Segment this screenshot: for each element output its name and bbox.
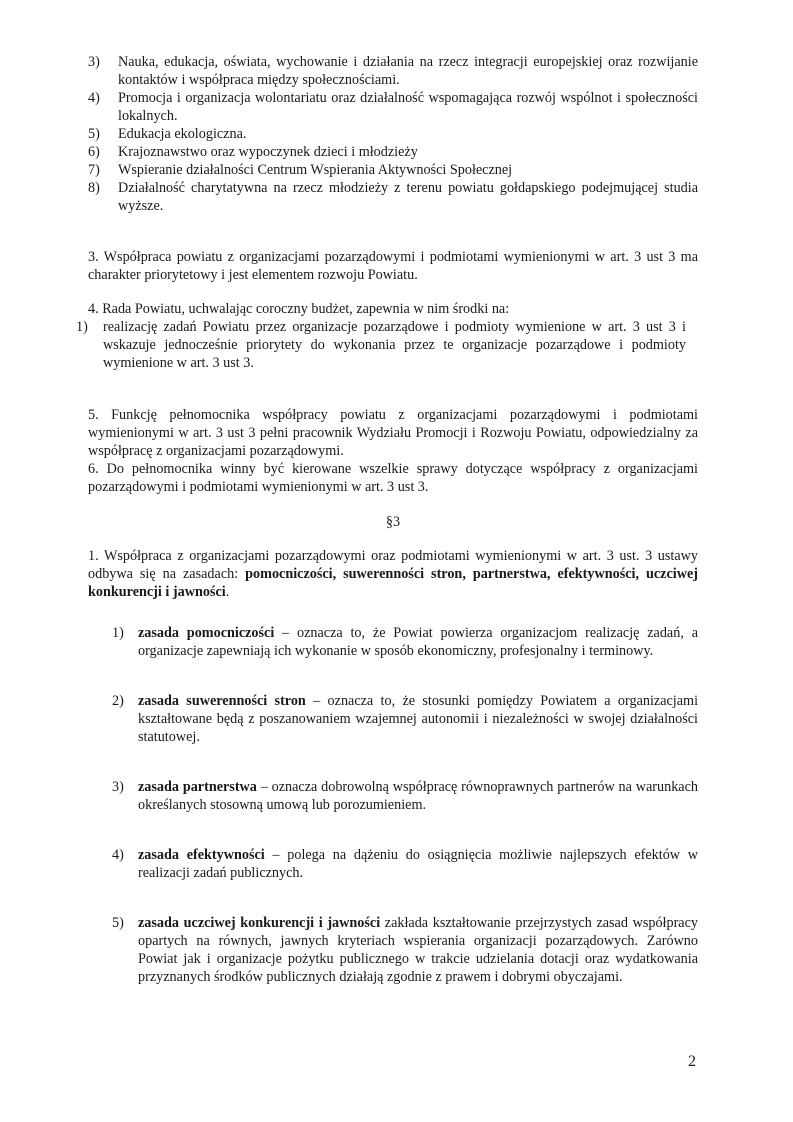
list-item [88,143,698,161]
list-item-text: Krajoznawstwo oraz wypoczynek dzieci i młodzieży [118,144,418,160]
list-item-number: 1) [76,319,88,335]
section-3-intro-tail: . [225,584,230,600]
list-item-number: 8) [88,180,100,196]
list-item-number: 3) [112,779,124,795]
section-3-intro-lead: 1. Współpraca z organizacjami pozarządowymi oraz podmiotami wymienionymi w art. 3 ust. 3 ustawy odbywa się na zasadach: [88,548,698,582]
list-item [88,53,698,89]
principle-term: zasada suwerenności stron [138,693,306,709]
principle-description: zakłada kształtowanie przejrzystych zasad współpracy opartych na równych, jawnych kryteriach wspierania organizacji pozarządowych. Zarówno Powiat jak i organizacje pożytku publicznego w trakcie udzielania dotacji oraz wydatkowania przyznanych środków publicznych działają zgodnie z prawem i dobrymi obyczajami. [138,915,698,985]
list-item [88,125,698,143]
paragraph-5: 5. Funkcję pełnomocnika współpracy powiatu z organizacjami pozarządowymi i podmiotami wymienionymi w art. 3 ust 3 pełni pracownik Wydziału Promocji i Rozwoju Powiatu, odpowiedzialny za współpracę z organizacjami pozarządowymi. [88,407,698,459]
list-item-text: realizację zadań Powiatu przez organizacje pozarządowe i podmioty wymienione w art. 3 ust 3 i wskazuje jednocześnie priorytety do wykonania przez te organizacje pozarządowe i podmioty wymienione w art. 3 ust 3. [103,319,686,371]
principle-term: zasada pomocniczości [138,625,275,641]
paragraph-3: 3. Współpraca powiatu z organizacjami pozarządowymi i podmiotami wymienionymi w art. 3 ust 3 ma charakter priorytetowy i jest elementem rozwoju Powiatu. [88,249,698,283]
principle-description: – polega na dążeniu do osiągnięcia możliwie najlepszych efektów w realizacji zadań publicznych. [138,847,699,881]
list-item-text: Działalność charytatywna na rzecz młodzieży z terenu powiatu gołdapskiego podejmującej studia wyższe. [118,180,698,214]
list-item-text: Nauka, edukacja, oświata, wychowanie i działania na rzecz integracji europejskiej oraz rozwijanie kontaktów i współpraca między społecznościami. [118,54,698,88]
list-item [112,914,698,986]
list-item-number: 4) [112,847,124,863]
list-item-number: 5) [88,126,100,142]
principles-list [112,624,698,1018]
list-item-text: Edukacja ekologiczna. [118,126,247,142]
list-item-number: 7) [88,162,100,178]
section-heading: §3 [385,514,401,530]
top-list [88,53,698,215]
list-item [112,778,698,814]
principle-description: – oznacza dobrowolną współpracę równoprawnych partnerów na warunkach określanych stosowną umową lub porozumieniem. [138,779,698,813]
principle-term: zasada uczciwej konkurencji i jawności [138,915,381,931]
list-item [88,179,698,215]
page-number: 2 [688,1053,696,1070]
list-item [112,692,698,746]
list-item [88,89,698,125]
section-3-intro-principles: pomocniczości, suwerenności stron, partnerstwa, efektywności, uczciwej konkurencji i jawności [88,566,698,600]
list-item-text: Promocja i organizacja wolontariatu oraz działalność wspomagająca rozwój wspólnot i społeczności lokalnych. [118,90,698,124]
list-item-text: Wspieranie działalności Centrum Wspierania Aktywności Społecznej [118,162,513,178]
principle-term: zasada efektywności [138,847,265,863]
paragraph-4-intro: 4. Rada Powiatu, uchwalając coroczny budżet, zapewnia w nim środki na: [88,301,510,317]
list-item [88,161,698,179]
list-item-number: 3) [88,54,100,70]
list-item-number: 5) [112,915,124,931]
paragraph-4 [76,300,698,372]
paragraph-6: 6. Do pełnomocnika winny być kierowane wszelkie sprawy dotyczące współpracy z organizacjami pozarządowymi i podmiotami wymienionymi w art. 3 ust 3. [88,461,698,495]
section-3-intro [88,547,698,601]
list-item-number: 1) [112,625,124,641]
principle-description: – oznacza to, że stosunki pomiędzy Powiatem a organizacjami kształtowane będą z poszanowaniem wzajemnej autonomii i niezależności w swojej działalności statutowej. [138,693,699,745]
list-item [112,624,698,660]
principle-term: zasada partnerstwa [138,779,257,795]
list-item [112,846,698,882]
list-item-number: 6) [88,144,100,160]
list-item-number: 4) [88,90,100,106]
principle-description: – oznacza to, że Powiat powierza organizacjom realizację zadań, a organizacje zapewniają ich wykonanie w sposób ekonomiczny, profesjonalny i terminowy. [138,625,698,659]
list-item-number: 2) [112,693,124,709]
paragraph-4-item [76,318,686,372]
